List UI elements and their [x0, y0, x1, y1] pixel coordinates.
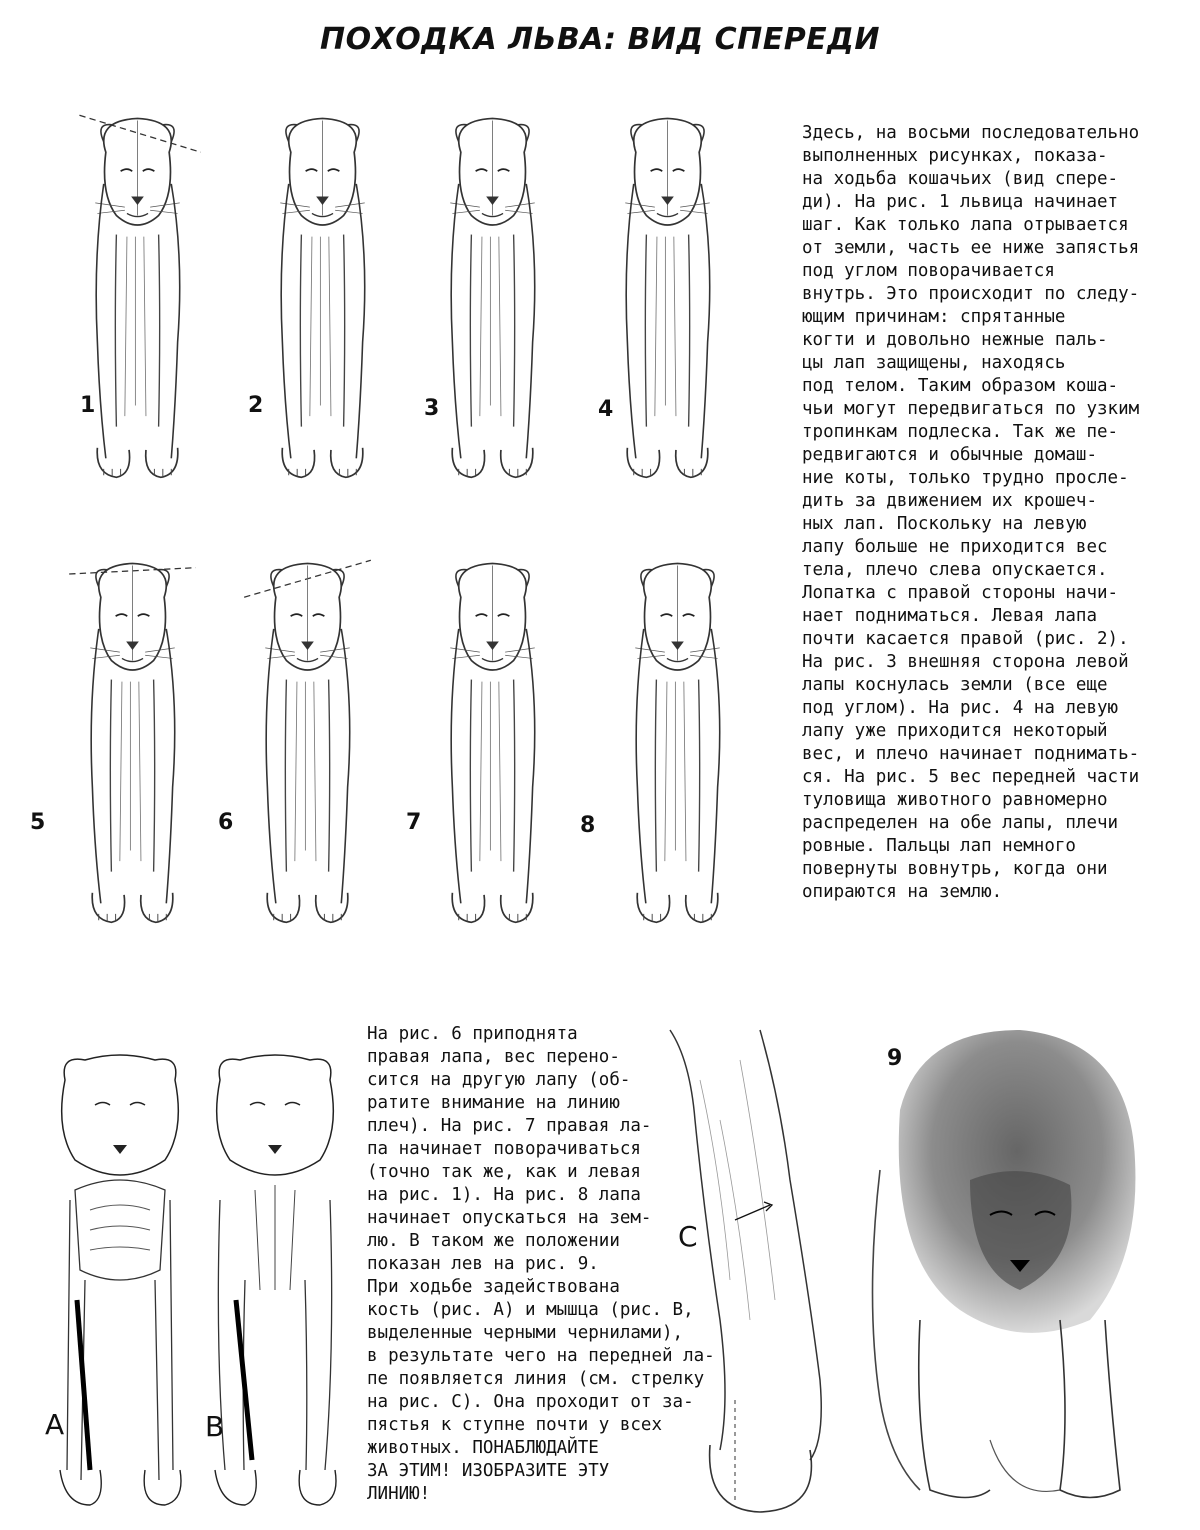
- text_bottom-line: ЗА ЭТИМ! ИЗОБРАЗИТЕ ЭТУ: [367, 1461, 610, 1481]
- text_right-line: внутрь. Это происходит по следу-: [802, 284, 1140, 304]
- text_bottom-line: показан лев на рис. 9.: [367, 1254, 599, 1274]
- text_right-line: под углом поворачивается: [802, 261, 1055, 281]
- figure-number-1: 1: [80, 393, 96, 418]
- text_bottom-line: животных. ПОНАБЛЮДАЙТЕ: [367, 1438, 599, 1458]
- text_bottom-line: плеч). На рис. 7 правая ла-: [367, 1116, 652, 1136]
- text_bottom-line: па начинает поворачиваться: [367, 1139, 641, 1159]
- text_right-line: лапы коснулась земли (все еще: [802, 675, 1108, 695]
- text_bottom-line: выделенные черными чернилами),: [367, 1323, 684, 1343]
- lioness-sketch-5: [50, 555, 215, 935]
- lioness-sketch-2: [240, 110, 405, 490]
- text_bottom-line: сится на другую лапу (об-: [367, 1070, 631, 1090]
- text_right-line: на ходьба кошачьих (вид спере-: [802, 169, 1119, 189]
- figure-number-3: 3: [424, 396, 440, 421]
- text_right-line: распределен на обе лапы, плечи: [802, 813, 1119, 833]
- figure-letter-b: B: [205, 1410, 225, 1443]
- text_bottom-line: (точно так же, как и левая: [367, 1162, 641, 1182]
- text_right-line: дить за движением их крошеч-: [802, 491, 1098, 511]
- text_right-line: На рис. 3 внешняя сторона левой: [802, 652, 1129, 672]
- text_right-line: под телом. Таким образом коша-: [802, 376, 1119, 396]
- text_right-line: выполненных рисунках, показа-: [802, 146, 1108, 166]
- text_bottom-line: На рис. 6 приподнята: [367, 1024, 578, 1044]
- lioness-sketch-6: [225, 555, 390, 935]
- text_bottom-line: на рис. С). Она проходит от за-: [367, 1392, 694, 1412]
- text_right-line: ных лап. Поскольку на левую: [802, 514, 1087, 534]
- lion-sketch-9: [860, 1020, 1150, 1515]
- text_right-line: тропинкам подлеска. Так же пе-: [802, 422, 1119, 442]
- text_right-line: редвигаются и обычные домаш-: [802, 445, 1098, 465]
- text_right-line: Здесь, на восьми последовательно: [802, 123, 1140, 143]
- text_bottom-line: кость (рис. А) и мышца (рис. В,: [367, 1300, 694, 1320]
- text_right-line: шаг. Как только лапа отрывается: [802, 215, 1129, 235]
- text_bottom-line: правая лапа, вес перено-: [367, 1047, 620, 1067]
- text_right-line: ющим причинам: спрятанные: [802, 307, 1066, 327]
- page-title: ПОХОДКА ЛЬВА: ВИД СПЕРЕДИ: [319, 22, 880, 57]
- text_bottom-line: лю. В таком же положении: [367, 1231, 620, 1251]
- figure-letter-c: C: [678, 1220, 698, 1253]
- figure-number-6: 6: [218, 810, 234, 835]
- figure-number-2: 2: [248, 393, 264, 418]
- text_right-line: ние коты, только трудно просле-: [802, 468, 1129, 488]
- figure-number-9: 9: [887, 1046, 903, 1071]
- text_right-line: ровные. Пальцы лап немного: [802, 836, 1076, 856]
- text_right-line: Лопатка с правой стороны начи-: [802, 583, 1119, 603]
- text_right-line: опираются на землю.: [802, 882, 1003, 902]
- text_right-line: туловища животного равномерно: [802, 790, 1108, 810]
- text_right-line: ди). На рис. 1 львица начинает: [802, 192, 1119, 212]
- figure-letter-a: A: [45, 1408, 65, 1441]
- text_right-line: вес, и плечо начинает поднимать-: [802, 744, 1140, 764]
- text_right-line: лапу больше не приходится вес: [802, 537, 1108, 557]
- text_right-line: тела, плечо слева опускается.: [802, 560, 1108, 580]
- text_bottom-line: начинает опускаться на зем-: [367, 1208, 652, 1228]
- lioness-sketch-1: [55, 110, 220, 490]
- text_right-line: лапу уже приходится некоторый: [802, 721, 1108, 741]
- text_right-line: нает подниматься. Левая лапа: [802, 606, 1098, 626]
- lioness-sketch-8: [595, 555, 760, 935]
- description-text-right: [802, 122, 1139, 904]
- text_bottom-line: При ходьбе задействована: [367, 1277, 620, 1297]
- leg-sketch-c: [660, 1020, 840, 1520]
- text_bottom-line: на рис. 1). На рис. 8 лапа: [367, 1185, 641, 1205]
- text_right-line: чьи могут передвигаться по узким: [802, 399, 1140, 419]
- figure-number-5: 5: [30, 810, 46, 835]
- text_right-line: повернуты вовнутрь, когда они: [802, 859, 1108, 879]
- figure-number-7: 7: [406, 810, 422, 835]
- text_right-line: от земли, часть ее ниже запястья: [802, 238, 1140, 258]
- figure-number-4: 4: [598, 397, 614, 422]
- text_right-line: ся. На рис. 5 вес передней части: [802, 767, 1140, 787]
- text_bottom-line: пястья к ступне почти у всех: [367, 1415, 663, 1435]
- lioness-sketch-4: [585, 110, 750, 490]
- text_bottom-line: пе появляется линия (см. стрелку: [367, 1369, 705, 1389]
- text_right-line: когти и довольно нежные паль-: [802, 330, 1108, 350]
- muscle-sketch-b: [200, 1050, 350, 1515]
- lioness-sketch-7: [410, 555, 575, 935]
- text_right-line: под углом). На рис. 4 на левую: [802, 698, 1119, 718]
- text_bottom-line: ратите внимание на линию: [367, 1093, 620, 1113]
- text_right-line: почти касается правой (рис. 2).: [802, 629, 1129, 649]
- lioness-sketch-3: [410, 110, 575, 490]
- text_right-line: цы лап защищены, находясь: [802, 353, 1066, 373]
- figure-number-8: 8: [580, 813, 596, 838]
- text_bottom-line: в результате чего на передней ла-: [367, 1346, 715, 1366]
- text_bottom-line: ЛИНИЮ!: [367, 1484, 431, 1504]
- skeleton-sketch-a: [45, 1050, 195, 1515]
